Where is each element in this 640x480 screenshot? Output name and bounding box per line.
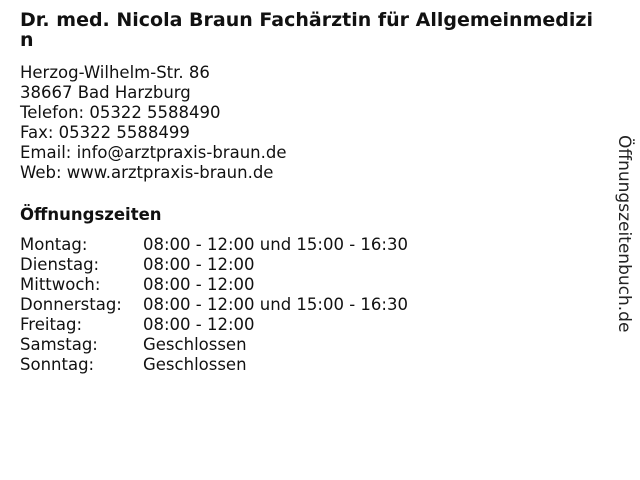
hours-day: Freitag: bbox=[20, 315, 83, 334]
hours-table bbox=[20, 235, 605, 375]
address-street: Herzog-Wilhelm-Str. 86 bbox=[20, 63, 210, 82]
hours-day: Dienstag: bbox=[20, 255, 100, 274]
hours-row-thursday bbox=[20, 295, 605, 315]
hours-time: 08:00 - 12:00 bbox=[143, 315, 255, 334]
hours-row-wednesday bbox=[20, 275, 605, 295]
contact-block bbox=[20, 63, 605, 183]
hours-row-friday bbox=[20, 315, 605, 335]
hours-row-saturday bbox=[20, 335, 605, 355]
hours-day: Mittwoch: bbox=[20, 275, 101, 294]
hours-time: Geschlossen bbox=[143, 335, 247, 354]
hours-day: Samstag: bbox=[20, 335, 98, 354]
email-line: Email: info@arztpraxis-braun.de bbox=[20, 143, 287, 162]
web-line: Web: www.arztpraxis-braun.de bbox=[20, 163, 274, 182]
hours-time: 08:00 - 12:00 bbox=[143, 255, 255, 274]
hours-day: Montag: bbox=[20, 235, 88, 254]
phone-line: Telefon: 05322 5588490 bbox=[20, 103, 221, 122]
hours-day: Donnerstag: bbox=[20, 295, 122, 314]
hours-time: 08:00 - 12:00 bbox=[143, 275, 255, 294]
practice-card bbox=[20, 10, 605, 375]
hours-time: Geschlossen bbox=[143, 355, 247, 374]
hours-row-monday bbox=[20, 235, 605, 255]
hours-row-sunday bbox=[20, 355, 605, 375]
hours-row-tuesday bbox=[20, 255, 605, 275]
fax-line: Fax: 05322 5588499 bbox=[20, 123, 190, 142]
hours-time: 08:00 - 12:00 und 15:00 - 16:30 bbox=[143, 295, 408, 314]
hours-day: Sonntag: bbox=[20, 355, 95, 374]
address-city: 38667 Bad Harzburg bbox=[20, 83, 191, 102]
brand-watermark: Öffnungszeitenbuch.de bbox=[614, 135, 634, 333]
hours-heading: Öffnungszeiten bbox=[20, 205, 162, 224]
practice-name: Dr. med. Nicola Braun Fachärztin für Allgemeinmedizin bbox=[20, 9, 593, 51]
hours-time: 08:00 - 12:00 und 15:00 - 16:30 bbox=[143, 235, 408, 254]
